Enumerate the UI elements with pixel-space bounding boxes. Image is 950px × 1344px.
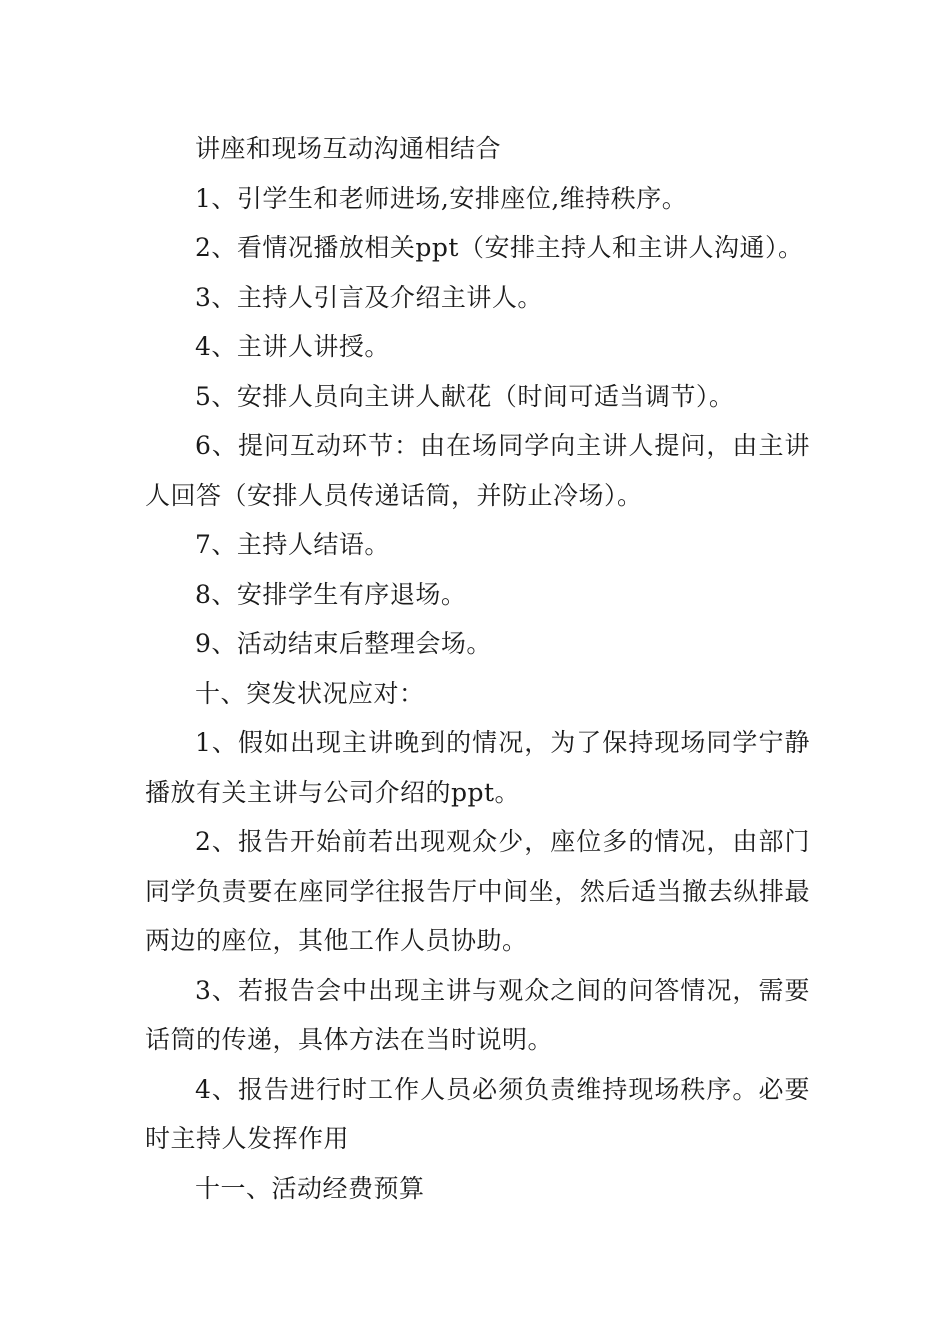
paragraph-step-6: 6、提问互动环节：由在场同学向主讲人提问，由主讲人回答（安排人员传递话筒，并防止冷场）。 (145, 431, 810, 510)
paragraph-step-9: 9、活动结束后整理会场。 (195, 629, 492, 658)
paragraph-step-4: 4、主讲人讲授。 (195, 332, 390, 361)
paragraph-step-3: 3、主持人引言及介绍主讲人。 (195, 282, 543, 312)
section-heading-emergency: 十、突发状况应对： (195, 678, 425, 708)
paragraph-step-5: 5、安排人员向主讲人献花（时间可适当调节）。 (195, 381, 735, 411)
section-heading-budget: 十一、活动经费预算 (195, 1173, 425, 1203)
paragraph-step-1: 1、引学生和老师进场,安排座位,维持秩序。 (195, 183, 688, 213)
paragraph-emergency-3: 3、若报告会中出现主讲与观众之间的问答情况，需要话筒的传递，具体方法在当时说明。 (145, 975, 810, 1054)
paragraph-step-2: 2、看情况播放相关ppt（安排主持人和主讲人沟通）。 (195, 233, 804, 262)
paragraph-emergency-4: 4、报告进行时工作人员必须负责维持现场秩序。必要时主持人发挥作用 (145, 1074, 810, 1153)
paragraph-step-8: 8、安排学生有序退场。 (195, 579, 467, 609)
paragraph-emergency-2: 2、报告开始前若出现观众少，座位多的情况，由部门同学负责要在座同学往报告厅中间坐，然后适当撤去纵排最两边的座位，其他工作人员协助。 (145, 827, 810, 955)
paragraph-interaction-method: 讲座和现场互动沟通相结合 (195, 134, 502, 163)
document-body (145, 124, 810, 1213)
paragraph-step-7: 7、主持人结语。 (195, 530, 390, 559)
paragraph-emergency-1: 1、假如出现主讲晚到的情况，为了保持现场同学宁静播放有关主讲与公司介绍的ppt。 (145, 728, 810, 807)
